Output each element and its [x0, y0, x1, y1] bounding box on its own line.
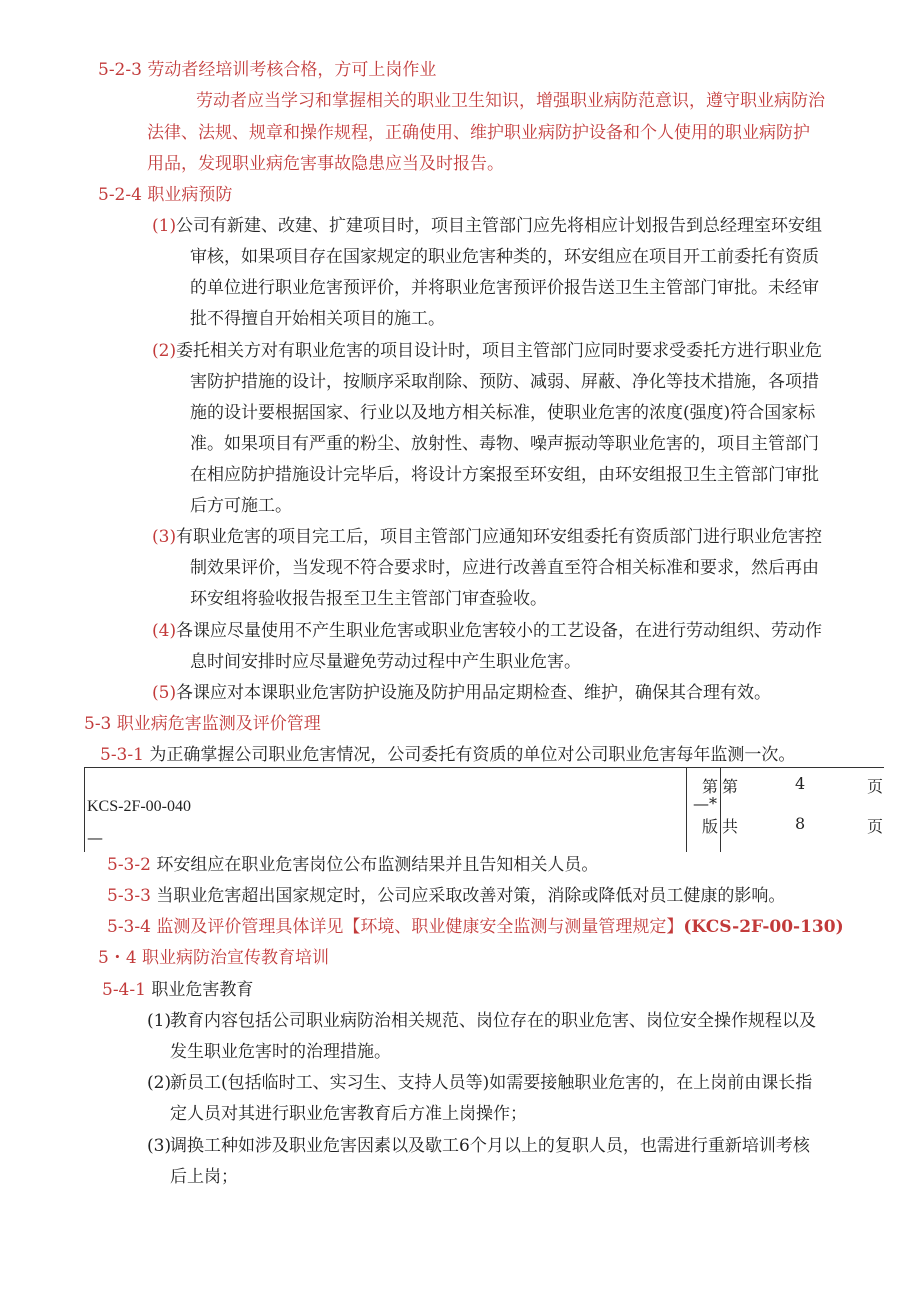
item-1-line-1: 公司有新建、改建、扩建项目时，项目主管部门应先将相应计划报告到总经理室环安组	[176, 216, 822, 236]
item-2-line-3: 施的设计要根据国家、行业以及地方相关标准，使职业危害的浓度(强度)符合国家标	[190, 403, 816, 423]
item-1-number: (1)	[152, 216, 177, 236]
edition-label-top: 第	[702, 777, 719, 796]
total-pages: 8	[795, 814, 806, 833]
item-2-line-6: 后方可施工。	[190, 496, 292, 516]
section-5-3-2-number: 5-3-2	[107, 855, 151, 875]
total-unit: 页	[867, 817, 884, 836]
item-1-line-3: 的单位进行职业危害预评价，并将职业危害预评价报告送卫生主管部门审批。未经审	[190, 278, 819, 298]
document-code: KCS-2F-00-040	[87, 798, 192, 815]
section-5-3-4	[107, 915, 844, 939]
item-5-number: (5)	[152, 683, 177, 703]
section-5-3-2	[107, 853, 598, 877]
page-footer-table	[84, 767, 884, 852]
edu-item-1-number: (1)	[147, 1011, 172, 1031]
item-3-line-1: 有职业危害的项目完工后，项目主管部门应通知环安组委托有资质部门进行职业危害控	[176, 527, 822, 547]
item-2-number: (2)	[152, 341, 177, 361]
item-2-line-2: 害防护措施的设计，按顺序采取削除、预防、减弱、屏蔽、净化等技术措施，各项措	[190, 372, 819, 392]
edu-item-1-line-1: 教育内容包括公司职业病防治相关规范、岗位存在的职业危害、岗位安全操作规程以及	[170, 1011, 816, 1031]
section-5-3-4-code: (KCS-2F-00-130)	[683, 917, 844, 937]
item-1-line-4: 批不得擅自开始相关项目的施工。	[190, 309, 445, 329]
section-5-4-1-number: 5-4-1	[102, 980, 146, 1000]
edu-item-3-number: (3)	[147, 1136, 172, 1156]
section-5-2-3-line-3: 用品，发现职业病危害事故隐患应当及时报告。	[147, 154, 504, 174]
item-4-line-2: 息时间安排时应尽量避免劳动过程中产生职业危害。	[190, 652, 581, 672]
section-5-3-2-text: 环安组应在职业危害岗位公布监测结果并且告知相关人员。	[156, 855, 599, 875]
item-2-line-4: 准。如果项目有严重的粉尘、放射性、毒物、噪声振动等职业危害的，项目主管部门	[190, 434, 819, 454]
section-5-3-1-number: 5-3-1	[100, 745, 144, 765]
edition-marker: —*	[693, 794, 717, 813]
footer-divider-2	[720, 768, 721, 852]
edu-item-3-line-1: 调换工种如涉及职业危害因素以及歇工6个月以上的复职人员，也需进行重新培训考核	[170, 1136, 810, 1156]
section-5-4-heading: 5・4 职业病防治宣传教育培训	[98, 948, 330, 968]
section-5-2-3-line-2: 法律、法规、规章和操作规程，正确使用、维护职业病防护设备和个人使用的职业病防护	[147, 123, 810, 143]
edu-item-1-line-2: 发生职业危害时的治理措施。	[170, 1042, 391, 1062]
section-5-3-4-text: 5-3-4 监测及评价管理具体详见【环境、职业健康安全监测与测量管理规定】	[107, 917, 684, 937]
item-5-line-1: 各课应对本课职业危害防护设施及防护用品定期检查、维护，确保其合理有效。	[176, 683, 771, 703]
section-5-4-1-text: 职业危害教育	[151, 980, 254, 1000]
item-3-line-2: 制效果评价，当发现不符合要求时，应进行改善直至符合相关标准和要求，然后再由	[190, 558, 819, 578]
edu-item-2-line-1: 新员工(包括临时工、实习生、支持人员等)如需要接触职业危害的，在上岗前由课长指	[170, 1073, 813, 1093]
edu-item-2-line-2: 定人员对其进行职业危害教育后方准上岗操作；	[170, 1104, 527, 1124]
section-5-3-3	[107, 884, 785, 908]
footer-divider-1	[686, 768, 687, 852]
item-1-line-2: 审核，如果项目存在国家规定的职业危害种类的，环安组应在项目开工前委托有资质	[190, 247, 819, 267]
section-5-2-3-heading: 5-2-3 劳动者经培训考核合格，方可上岗作业	[98, 60, 437, 80]
total-label: 共	[722, 817, 739, 836]
page-unit: 页	[867, 777, 884, 796]
item-2-line-5: 在相应防护措施设计完毕后，将设计方案报至环安组，由环安组报卫生主管部门审批	[190, 465, 819, 485]
edu-item-2-number: (2)	[147, 1073, 172, 1093]
item-3-number: (3)	[152, 527, 177, 547]
page-label: 第	[722, 777, 739, 796]
item-2-line-1: 委托相关方对有职业危害的项目设计时，项目主管部门应同时要求受委托方进行职业危	[176, 341, 822, 361]
edition-label-bottom: 版	[702, 817, 719, 836]
section-5-2-4-heading: 5-2-4 职业病预防	[98, 185, 233, 205]
section-5-4-1	[102, 978, 253, 1002]
section-5-2-3-line-1: 劳动者应当学习和掌握相关的职业卫生知识，增强职业病防范意识，遵守职业病防治	[196, 91, 825, 111]
section-5-3-1-text: 为正确掌握公司职业危害情况，公司委托有资质的单位对公司职业危害每年监测一次。	[149, 745, 796, 765]
section-5-3-heading: 5-3 职业病危害监测及评价管理	[84, 714, 321, 734]
item-3-line-3: 环安组将验收报告报至卫生主管部门审查验收。	[190, 589, 547, 609]
item-4-number: (4)	[152, 621, 177, 641]
section-5-3-3-number: 5-3-3	[107, 886, 151, 906]
section-5-3-3-text: 当职业危害超出国家规定时，公司应采取改善对策，消除或降低对员工健康的影响。	[156, 886, 786, 906]
edu-item-3-line-2: 后上岗；	[170, 1167, 238, 1187]
item-4-line-1: 各课应尽量使用不产生职业危害或职业危害较小的工艺设备，在进行劳动组织、劳动作	[176, 621, 822, 641]
section-5-3-1	[100, 743, 795, 767]
page-number: 4	[795, 774, 806, 793]
document-code-dash: —	[87, 828, 103, 847]
